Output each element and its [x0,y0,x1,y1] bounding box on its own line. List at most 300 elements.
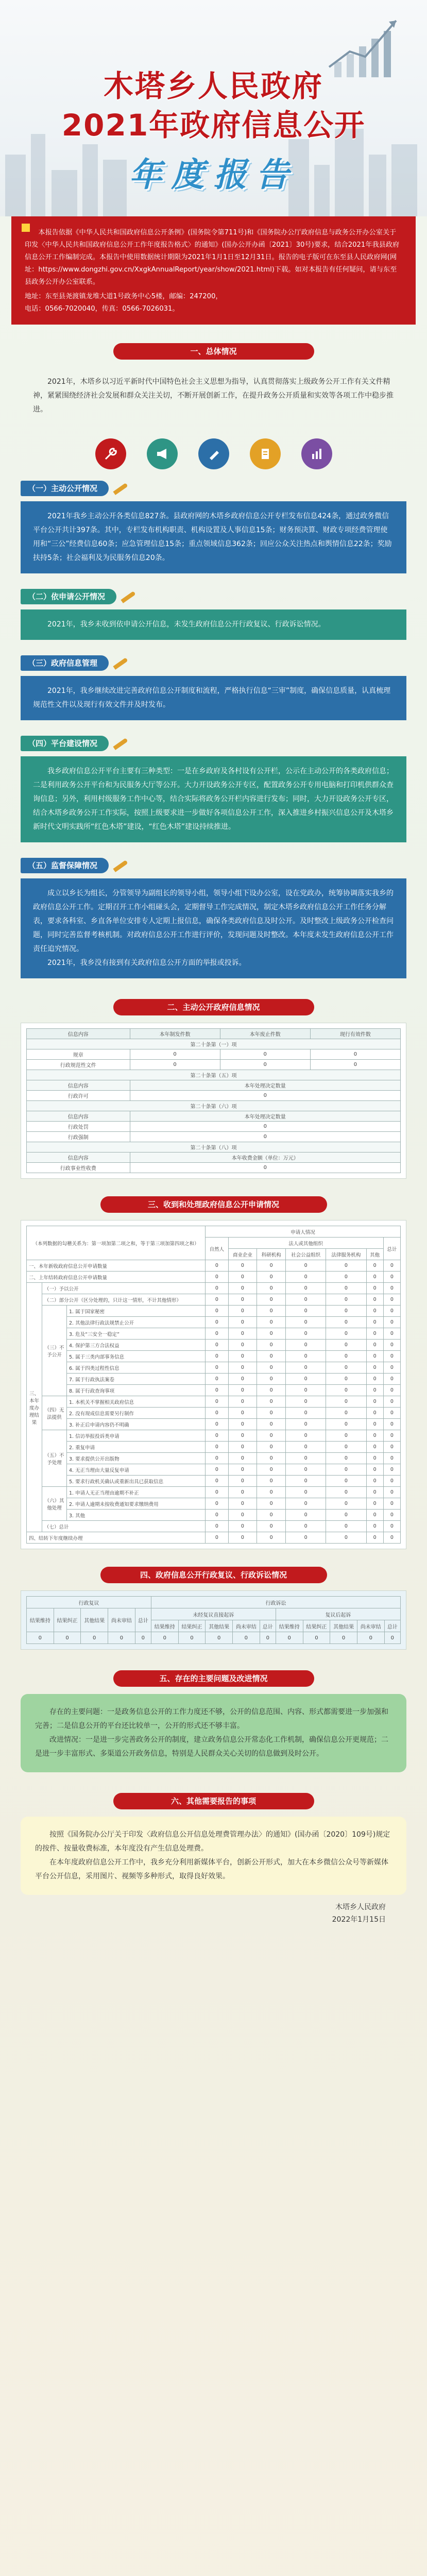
table-cell: 0 [257,1328,286,1340]
table-cell: 0 [206,1632,233,1644]
table-cell: 0 [206,1396,228,1408]
table-cell: 0 [383,1510,400,1521]
table-cell: 0 [286,1272,326,1283]
table-cell: 0 [228,1498,257,1510]
table-row [27,1306,401,1317]
table-cell: 0 [366,1521,383,1532]
table-row [27,1362,401,1374]
table-cell: 0 [228,1283,257,1294]
table-cell: 行政处罚 [27,1122,130,1132]
table-cell: 行政许可 [27,1091,130,1101]
table-cell: 0 [383,1272,400,1283]
table-cell: 0 [228,1521,257,1532]
intro-box [11,216,416,325]
document-icon [250,438,281,469]
table-cell: 0 [206,1294,228,1306]
table-cell: 0 [257,1351,286,1362]
table-row-label: 5. 要求行政机关确认或重新出具已获取信息 [67,1476,206,1487]
table-cell: 0 [326,1340,366,1351]
platform-section [0,736,427,842]
table-cell: 0 [206,1453,228,1464]
table-cell: 0 [228,1306,257,1317]
table-cell: 0 [206,1464,228,1476]
table-cell: 0 [326,1317,366,1328]
table-header: 本年制发件数 [130,1029,220,1039]
overview-section [0,343,427,469]
table-cell: 0 [228,1385,257,1396]
table-row [27,1476,401,1487]
table-header: 尚未审结 [108,1608,135,1632]
table-cell: 0 [257,1464,286,1476]
table-row [27,1351,401,1362]
table-header: 尚未审结 [233,1620,260,1632]
table-cell: 0 [257,1385,286,1396]
tools-icon [95,438,126,469]
table3-heading: 三、收到和处理政府信息公开申请情况 [100,1196,327,1213]
supervise-section [0,858,427,978]
table-cell: 0 [286,1396,326,1408]
table-subhead: 本年收费金额（单位：万元） [130,1153,400,1163]
table-row [27,1385,401,1396]
table-cell: 0 [326,1396,366,1408]
table-cell: 0 [257,1396,286,1408]
table-subgroup-label: （五）不予处理 [42,1430,67,1487]
table-cell: 0 [151,1632,178,1644]
overview-icons [0,438,427,469]
table-cell: 0 [366,1272,383,1283]
table-cell: 0 [206,1476,228,1487]
active-section [0,481,427,573]
supervise-card [21,878,406,978]
table-cell: 0 [383,1419,400,1430]
table-cell: 0 [206,1419,228,1430]
review-litigation-table [26,1596,401,1644]
table-cell: 0 [286,1306,326,1317]
table-row-label: 1. 本机关不掌握相关政府信息 [67,1396,206,1408]
table-cell: 0 [228,1476,257,1487]
intro-phone: 电话：0566-7020040，传真：0566-7026031。 [25,305,179,313]
table-cell: 0 [326,1306,366,1317]
table-cell: 0 [326,1374,366,1385]
table-group-label: 三、本年度办理结果 [27,1283,42,1532]
table-group-title: 第二十条第（一）项 [27,1039,401,1049]
table-row [27,1442,401,1453]
table-row-label: 一、本年新收政府信息公开申请数量 [27,1260,206,1272]
table-cell: 0 [206,1487,228,1498]
table-header: 结果纠正 [54,1608,81,1632]
table-cell: 0 [206,1283,228,1294]
table-cell: 0 [366,1317,383,1328]
table-cell: 0 [366,1476,383,1487]
table-cell: 0 [326,1419,366,1430]
table-cell: 0 [206,1442,228,1453]
table-cell: 0 [383,1521,400,1532]
table-row [27,1464,401,1476]
apply-text: 2021年，我乡未收到依申请公开信息，未发生政府信息公开行政复议、行政诉讼情况。 [47,620,326,629]
signature-date: 2022年1月15日 [332,1916,386,1924]
table-cell: 0 [286,1362,326,1374]
table-cell: 0 [27,1632,54,1644]
table-row [27,1396,401,1408]
table-header: 社会公益组织 [286,1249,326,1260]
table-cell: 0 [257,1476,286,1487]
table-cell: 0 [383,1453,400,1464]
table-cell: 0 [383,1317,400,1328]
table-cell: 0 [257,1419,286,1430]
table-header: 科研机构 [257,1249,286,1260]
table-cell: 0 [326,1453,366,1464]
pencil-icon [113,657,128,670]
table-cell: 0 [286,1351,326,1362]
table4-section [0,1567,427,1650]
supervise-heading: （五）监督保障情况 [21,858,109,873]
table-cell: 0 [286,1328,326,1340]
table-cell: 0 [303,1632,330,1644]
platform-heading: （四）平台建设情况 [21,736,109,751]
table-cell: 0 [366,1498,383,1510]
table-row-label: 2. 申请人逾期未按收费通知要求缴纳费用 [67,1498,206,1510]
table-cell: 0 [257,1453,286,1464]
table-cell: 0 [257,1487,286,1498]
table-header: 结果纠正 [303,1620,330,1632]
table-row-label: 3. 补正后申请内容仍不明确 [67,1419,206,1430]
table-cell: 0 [286,1294,326,1306]
active-card [21,501,406,573]
manage-section [0,655,427,720]
table-row-label: 1. 申请人无正当理由逾期不补正 [67,1487,206,1498]
table-cell: 0 [366,1464,383,1476]
table-cell: 0 [366,1362,383,1374]
table-cell: 0 [286,1453,326,1464]
table-cell: 0 [257,1340,286,1351]
table-cell: 0 [130,1049,220,1060]
active-text: 2021年我乡主动公开各类信息827条。县政府网的木塔乡政府信息公开专栏发布信息424条，通过政务微信平台公开共计397条。其中，专栏发布机构职责、机构设置及人事信息15条；财务预决算、财政专项经费管理使用和“三公”经费信息60条；应急管理信息15条；重点领域信息362条；回应公众关注热点和舆情信息22条；奖励扶持5条；社会福利及为民服务信息20条。 [33,512,392,562]
other-card [21,1817,406,1895]
table-header: 结果维持 [276,1620,303,1632]
table-group-title: 第二十条第（六）项 [27,1101,401,1111]
table-row-label: （一）予以公开 [42,1283,206,1294]
problems-card [21,1694,406,1772]
table-cell: 0 [286,1464,326,1476]
table-subhead: 信息内容 [27,1111,130,1122]
table-cell: 0 [220,1060,310,1070]
table-cell: 0 [366,1385,383,1396]
table-cell: 0 [228,1408,257,1419]
table-cell: 0 [366,1430,383,1442]
overview-text: 2021年，木塔乡以习近平新时代中国特色社会主义思想为指导，认真贯彻落实上级政务公开工作有关文件精神，紧紧围绕经济社会发展和群众关注关切，不断开展创新工作，在提升政务公开质量和实效等各项工作中稳步推进。 [33,378,394,414]
table-cell: 0 [366,1408,383,1419]
table-header: 结果维持 [151,1620,178,1632]
table-cell: 0 [383,1396,400,1408]
table-cell: 0 [326,1476,366,1487]
table-header: 法律服务机构 [326,1249,366,1260]
table-cell: 0 [286,1442,326,1453]
other-text-2: 在本年度政府信息公开工作中，我乡充分利用新媒体平台，创新公开形式，加大在本乡微信公众号等新媒体平台公开信息，采用图片、视频等多种形式，取得良好效果。 [35,1858,388,1880]
table-cell: 0 [228,1487,257,1498]
table-cell: 0 [228,1362,257,1374]
table-cell: 0 [383,1430,400,1442]
table-row-label: 2. 其他法律行政法规禁止公开 [67,1317,206,1328]
table-cell: 0 [220,1049,310,1060]
table-cell: 0 [206,1362,228,1374]
table-row-label: 1. 信访举报投诉类申请 [67,1430,206,1442]
table-cell: 0 [228,1351,257,1362]
table-cell: 0 [206,1498,228,1510]
table-row [27,1317,401,1328]
table-cell: 0 [286,1260,326,1272]
table-cell: 0 [383,1532,400,1544]
table-row [27,1328,401,1340]
table-row [27,1283,401,1294]
table-cell: 0 [130,1132,400,1142]
table-cell: 0 [383,1340,400,1351]
problems-heading: 五、存在的主要问题及改进情况 [113,1670,314,1687]
table-cell: 0 [206,1374,228,1385]
table-subhead: 信息内容 [27,1153,130,1163]
table-cell: 0 [206,1510,228,1521]
table-cell: 0 [228,1442,257,1453]
table-cell: 0 [286,1408,326,1419]
table-cell: 0 [383,1464,400,1476]
table-cell: 0 [357,1632,384,1644]
table-cell: 0 [257,1272,286,1283]
table-cell: 0 [233,1632,260,1644]
other-section [0,1793,427,1895]
table-cell: 0 [108,1632,135,1644]
table-cell: 0 [326,1272,366,1283]
table-row-label: （二）部分公开（区分处理的，只计这一情形，不计其他情形） [42,1294,206,1306]
table-cell: 规章 [27,1049,130,1060]
table-cell: 0 [326,1510,366,1521]
table-row [27,1532,401,1544]
table-cell: 0 [383,1306,400,1317]
table-header: 未经复议直接起诉 [151,1608,276,1620]
table-cell: 0 [135,1632,151,1644]
table-cell: 0 [257,1430,286,1442]
intro-paragraph: 本报告依据《中华人民共和国政府信息公开条例》(国务院令第711号)和《国务院办公厅政府信息与政务公开办公室关于印发〈中华人民共和国政府信息公开工作年度报告格式〉的通知》(国办公开办函〔2021〕30号)要求，结合2021年我县政府信息公开工作编制完成。本报告中使用数据统计期限为2021年1月1日至12月31日。报告的电子版可在东至县人民政府网(网址：https://www.dongzhi.gov.cn/XxgkAnnualReport/year/show/2021.html)下载。如对本报告有任何疑问，请与东至县政务公开办公室联系。 [25,229,400,286]
table-cell: 0 [286,1317,326,1328]
platform-card [21,756,406,842]
table-header: 其他结果 [330,1620,357,1632]
table-cell: 0 [366,1396,383,1408]
table-row-label: 2. 没有现成信息需要另行制作 [67,1408,206,1419]
table-cell: 0 [228,1453,257,1464]
table-row [27,1294,401,1306]
table-cell: 0 [228,1374,257,1385]
table-row-label: 4. 无正当理由大量反复申请 [67,1464,206,1476]
table-cell: 0 [206,1272,228,1283]
table-cell: 0 [206,1408,228,1419]
table-header: 结果维持 [27,1608,54,1632]
table-cell: 0 [286,1283,326,1294]
table-cell: 0 [228,1260,257,1272]
table-row-label: 3. 其他 [67,1510,206,1521]
table-cell: 0 [228,1430,257,1442]
intro-mark-icon [22,224,30,232]
manage-text: 2021年，我乡继续改进完善政府信息公开制度和流程，严格执行信息“三审”制度，确保信息质量，认真梳理规范性文件以及现行有效文件并及时发布。 [33,687,391,709]
table-row [27,1374,401,1385]
table-header: 信息内容 [27,1029,130,1039]
table-cell: 0 [286,1476,326,1487]
table-cell: 0 [54,1632,81,1644]
manage-heading: （三）政府信息管理 [21,655,109,671]
table-cell: 0 [257,1317,286,1328]
table-cell: 0 [383,1498,400,1510]
table3-section [0,1196,427,1549]
table-cell: 0 [366,1351,383,1362]
table-group-title: 第二十条第（五）项 [27,1070,401,1080]
table-cell: 0 [130,1122,400,1132]
table-cell: 0 [257,1283,286,1294]
table-cell: 0 [228,1317,257,1328]
table-cell: 0 [366,1442,383,1453]
table2-section [0,999,427,1179]
table-cell: 0 [286,1340,326,1351]
table-cell: 0 [366,1374,383,1385]
table-cell: 0 [330,1632,357,1644]
table-cell: 0 [257,1521,286,1532]
chart-icon [301,438,332,469]
table-row-label: 8. 属于行政查询事项 [67,1385,206,1396]
table-cell: 0 [206,1306,228,1317]
table-cell: 0 [228,1510,257,1521]
table-cell: 0 [286,1510,326,1521]
table-cell: 0 [383,1351,400,1362]
table-row [27,1430,401,1442]
table-cell: 0 [257,1306,286,1317]
overview-heading: 一、总体情况 [113,343,314,360]
table-row [27,1498,401,1510]
table-cell: 0 [228,1340,257,1351]
problems-text-2: 改进情况：一是进一步完善政务公开的制度，建立政务信息公开常态化工作机制，确保信息公开更规范；二是进一步丰富形式、多渠道公开政务信息，特别是人民群众关心关切的信息做到及时公开。 [35,1736,388,1758]
table-row-label: 2. 重复申请 [67,1442,206,1453]
table-row [27,1510,401,1521]
table-header: 商业企业 [228,1249,257,1260]
table-row-label: 4. 保护第三方合法权益 [67,1340,206,1351]
table-cell: 0 [366,1419,383,1430]
table-header: 结果纠正 [178,1620,206,1632]
table-cell: 0 [383,1476,400,1487]
table-cell: 0 [206,1340,228,1351]
table-header: 其他结果 [81,1608,108,1632]
table-cell: 0 [206,1328,228,1340]
table-cell: 0 [206,1521,228,1532]
table-row [27,1419,401,1430]
table-cell: 0 [326,1385,366,1396]
table-group-title: 第二十条第（八）项 [27,1142,401,1153]
active-heading: （一）主动公开情况 [21,481,109,496]
table-cell: 0 [383,1442,400,1453]
pencil-icon [113,738,128,750]
table-header: 其他结果 [206,1620,233,1632]
table-cell: 0 [326,1464,366,1476]
table-cell: 0 [206,1260,228,1272]
table-cell: 0 [366,1328,383,1340]
table-header: 法人或其他组织 [228,1238,383,1249]
table-cell: 0 [326,1328,366,1340]
table-cell: 0 [130,1091,400,1101]
table-cell: 0 [206,1351,228,1362]
signature-org: 木塔乡人民政府 [335,1903,386,1911]
table-row-label: 3. 危及“三安全一稳定” [67,1328,206,1340]
table-cell: 0 [383,1487,400,1498]
table-cell: 0 [366,1453,383,1464]
table-row-label: 6. 属于四类过程性信息 [67,1362,206,1374]
table-header: 尚未审结 [357,1620,384,1632]
table-row [27,1487,401,1498]
table-cell: 0 [383,1328,400,1340]
table-row-label: 1. 属于国家秘密 [67,1306,206,1317]
active-disclosure-table [26,1028,401,1173]
table-cell: 0 [326,1351,366,1362]
table-subgroup-label: （四）无法提供 [42,1396,67,1430]
table-header: 现行有效件数 [310,1029,400,1039]
table-cell: 0 [383,1260,400,1272]
application-table [26,1226,401,1544]
table-cell: 0 [257,1532,286,1544]
table-cell: 0 [383,1374,400,1385]
table-cell: 0 [81,1632,108,1644]
table-cell: 0 [383,1385,400,1396]
table-cell: 0 [206,1385,228,1396]
header-banner [0,0,427,216]
table-subgroup-label: （六）其他处理 [42,1487,67,1521]
table3-wrap [21,1220,406,1549]
table-cell: 0 [366,1294,383,1306]
table-cell: 0 [260,1632,276,1644]
table-cell: 行政事业性收费 [27,1163,130,1173]
table-subhead: 本年处理决定数量 [130,1111,400,1122]
table-cell: 0 [228,1532,257,1544]
table-cell: 0 [228,1272,257,1283]
table-cell: 0 [206,1430,228,1442]
table-cell: 0 [286,1374,326,1385]
table-cell: 0 [257,1374,286,1385]
table-cell: 0 [257,1260,286,1272]
pencil-icon [198,438,229,469]
problems-section [0,1670,427,1772]
pencil-icon [113,483,128,495]
platform-text: 我乡政府信息公开平台主要有三种类型：一是在乡政府及各村设有公开栏，公示在主动公开的各类政府信息；二是利用政务公开平台和为民服务大厅等公开。大力开设政务公开专区，配置政务公开专用电脑和打印机供群众查询信息；另外，利用村级服务工作中心等，结合实际将政务公开栏内容进行发布；同时，大力开设政务公开专区，结合木塔乡政务公开工作实际，按照上级要求进一步做好各项信息公开工作，深入推进乡村振兴信息公开及木塔乡新时代文明实践所“红色木塔”建设，“红色木塔”建设持续推进。 [33,767,394,831]
table-subgroup-label: （三）不予公开 [42,1306,67,1396]
table-row [27,1340,401,1351]
table-row-label: 四、结转下年度继续办理 [27,1532,206,1544]
table-cell: 0 [366,1340,383,1351]
table4-heading: 四、政府信息公开行政复议、行政诉讼情况 [100,1567,327,1583]
apply-heading: （二）依申请公开情况 [21,589,116,604]
table-cell: 0 [326,1283,366,1294]
table-row-label: 二、上年结转政府信息公开申请数量 [27,1272,206,1283]
overview-text-block [21,367,406,425]
apply-section [0,589,427,640]
table-cell: 行政强制 [27,1132,130,1142]
table-cell: 0 [286,1385,326,1396]
table-row-label: 5. 属于三类内部事务信息 [67,1351,206,1362]
table-cell: 0 [326,1498,366,1510]
table-header: 自然人 [206,1238,228,1260]
table-cell: 0 [366,1260,383,1272]
other-text-1: 按照《国务院办公厅关于印发〈政府信息公开信息处理费管理办法〉的通知》(国办函〔2020〕109号)规定的按件、按量收费标准，本年度没有产生信息处理费。 [35,1831,390,1853]
table-cell: 0 [257,1408,286,1419]
table-cell: 0 [178,1632,206,1644]
other-heading: 六、其他需要报告的事项 [113,1793,314,1809]
table-cell: 0 [326,1442,366,1453]
supervise-text: 成立以乡长为组长，分管领导为副组长的领导小组，领导小组下设办公室，设在党政办，统筹协调落实我乡的政府信息公开工作。定期召开工作小组碰头会，定期督导工作完成情况，制定木塔乡政府信息公开工作任务分解表，要求各科室、乡直各单位安排专人定期上报信息，确保各类政府信息及时公开。及时整改上级政务公开检查问题，同时完善监督考核机制。对政府信息公开工作进行评价，发现问题及时整改。本年度未发生政府信息公开工作责任追究情况。 [33,889,394,953]
table-cell: 0 [383,1283,400,1294]
table-row [27,1408,401,1419]
table-cell: 0 [228,1419,257,1430]
table-header: 本年废止件数 [220,1029,310,1039]
